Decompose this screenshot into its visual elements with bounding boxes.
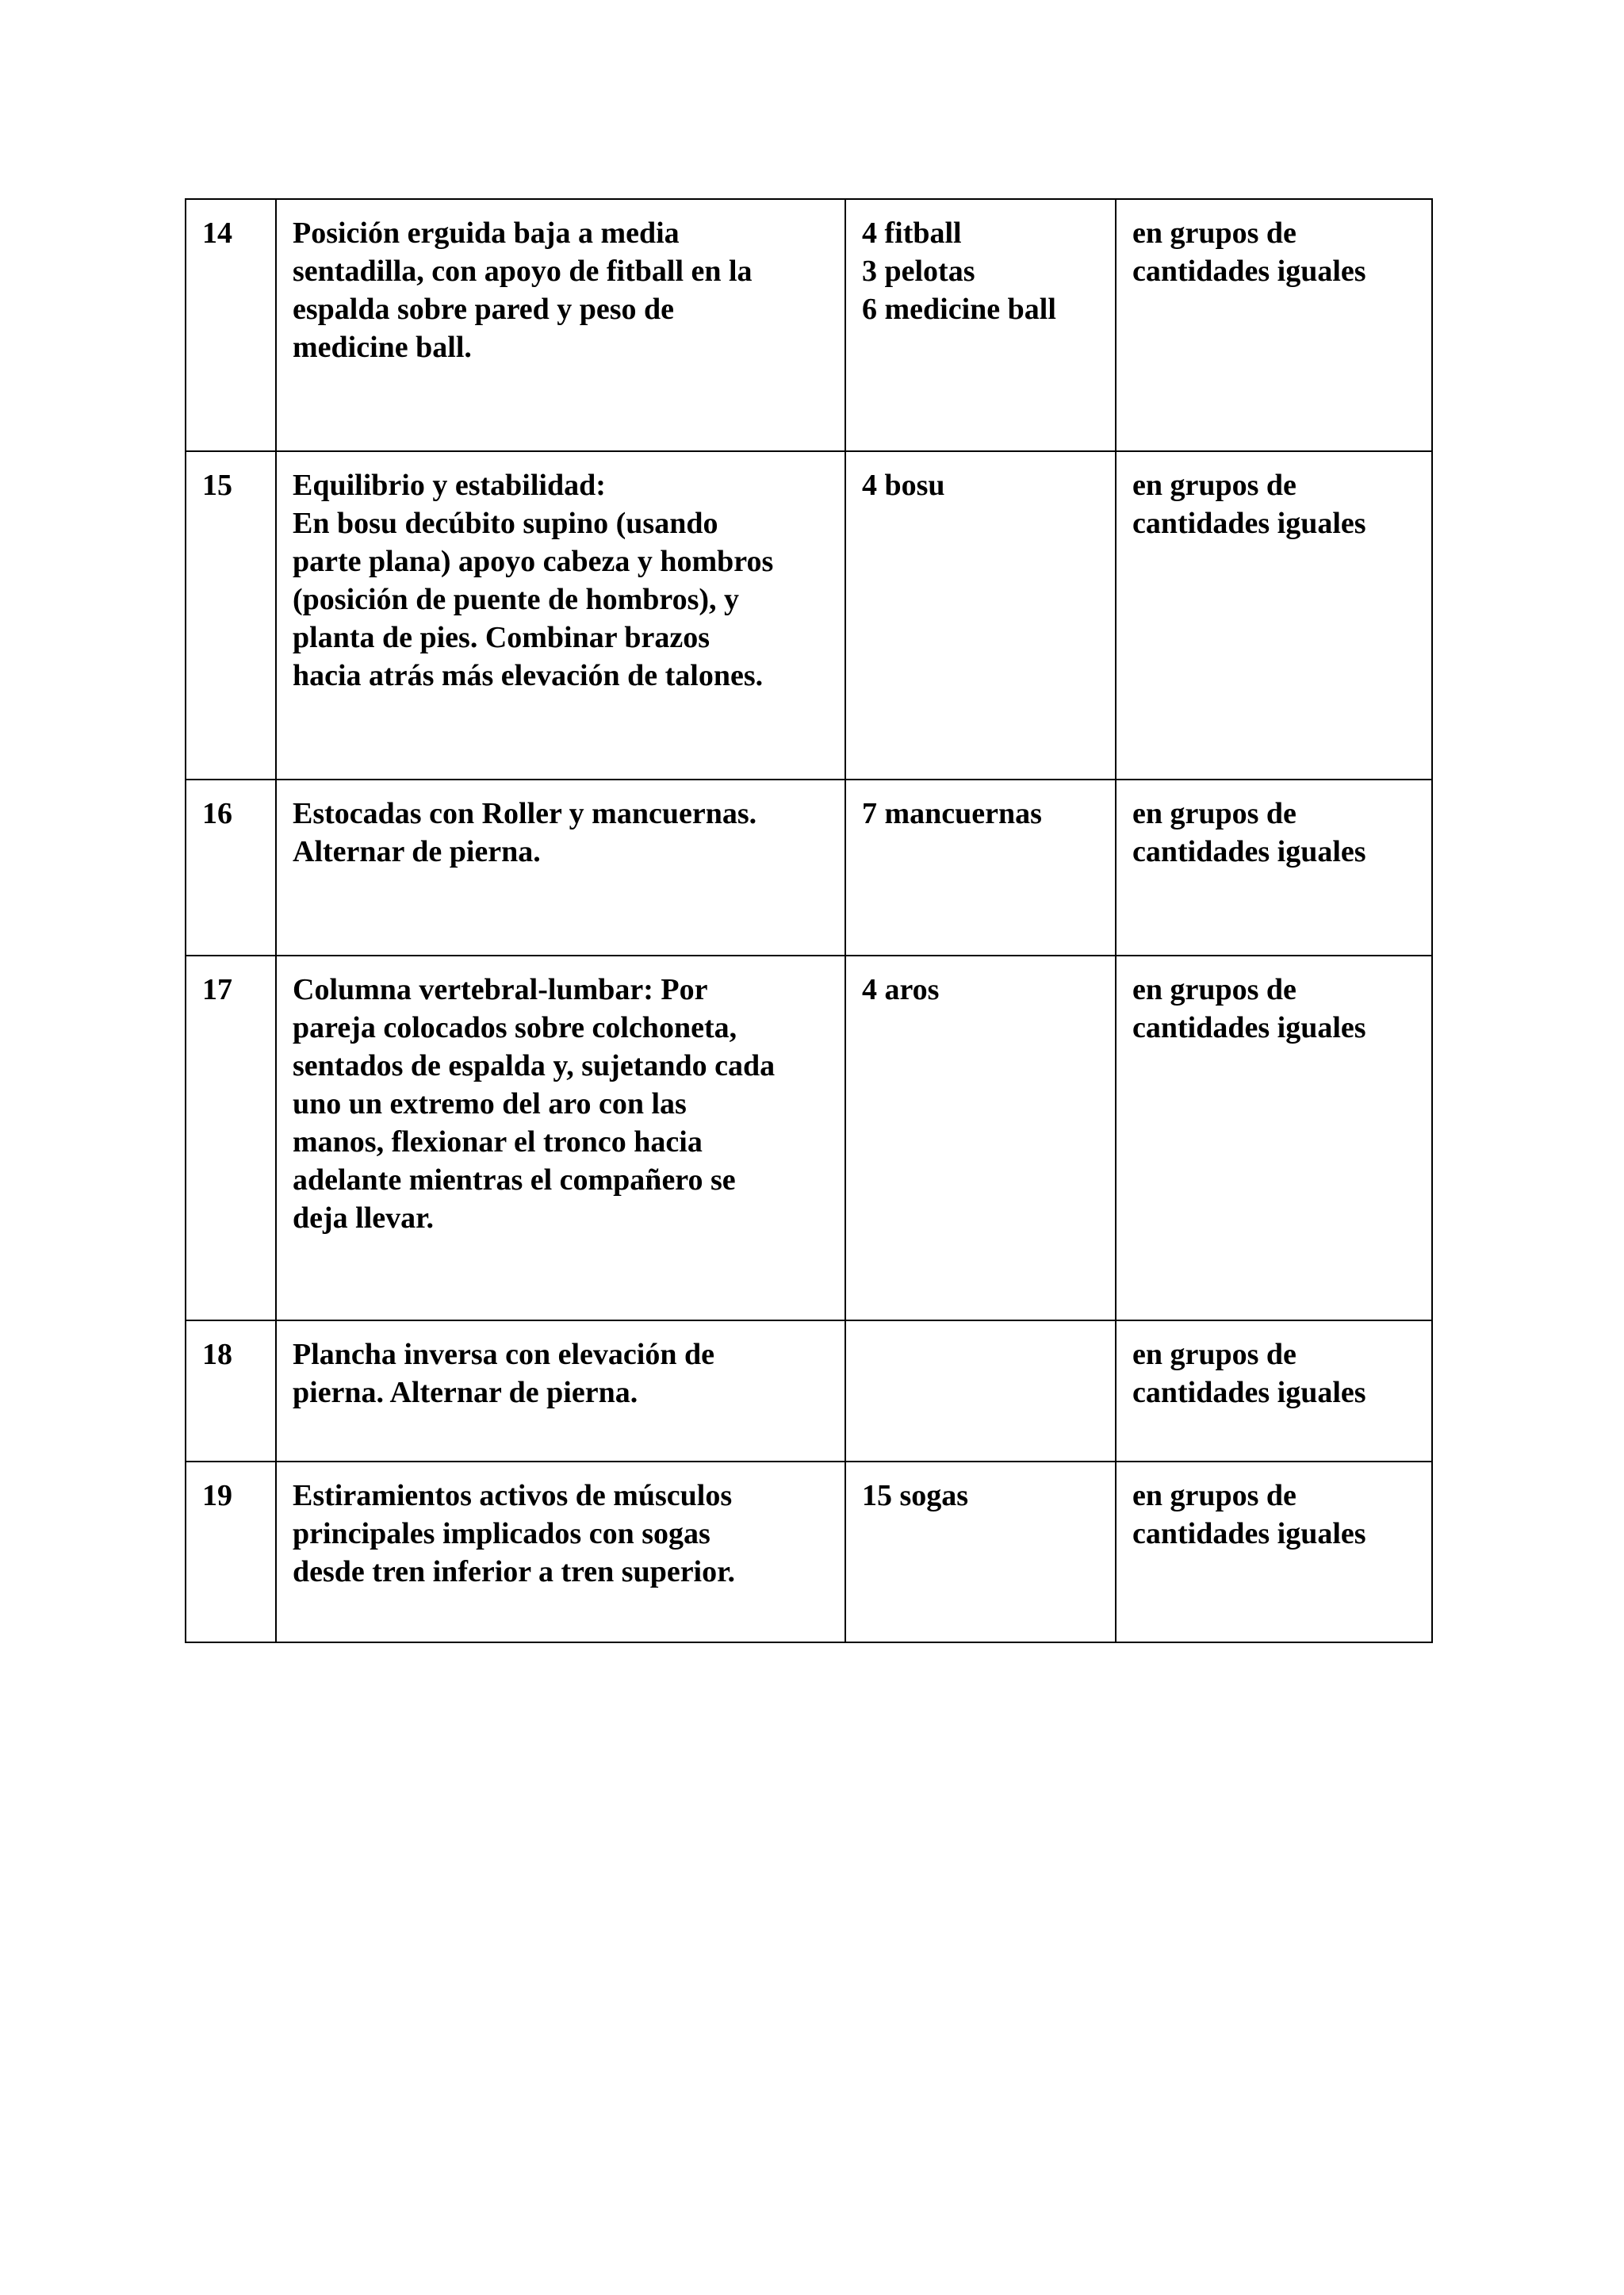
- exercise-description: [276, 956, 845, 1320]
- exercise-organization-text: en grupos de cantidades iguales: [1132, 1479, 1366, 1550]
- table-row: [186, 780, 1432, 956]
- exercise-number: [186, 1462, 276, 1642]
- exercise-organization: [1116, 1462, 1432, 1642]
- exercise-description-text: Equilibrio y estabilidad: En bosu decúbito supino (usando parte plana) apoyo cabeza y hombros (posición de puente de hombros), y planta de pies. Combinar brazos hacia atrás más elevación de talones.: [293, 469, 774, 692]
- exercise-number-text: 17: [202, 973, 232, 1006]
- exercise-material-text: 4 fitball 3 pelotas 6 medicine ball: [862, 216, 1056, 326]
- exercise-organization-text: en grupos de cantidades iguales: [1132, 469, 1366, 540]
- exercise-description: [276, 780, 845, 956]
- table-row: [186, 451, 1432, 780]
- exercise-material-text: 4 bosu: [862, 469, 945, 502]
- exercise-description-text: Plancha inversa con elevación de pierna. Alternar de pierna.: [293, 1338, 714, 1409]
- table-row: [186, 1462, 1432, 1642]
- exercise-description: [276, 1320, 845, 1462]
- exercise-material: [845, 199, 1116, 451]
- exercise-number-text: 19: [202, 1479, 232, 1512]
- exercise-material-text: 15 sogas: [862, 1479, 969, 1512]
- exercise-organization-text: en grupos de cantidades iguales: [1132, 216, 1366, 288]
- exercise-material: [845, 1462, 1116, 1642]
- table-row: [186, 1320, 1432, 1462]
- exercise-organization: [1116, 1320, 1432, 1462]
- exercise-number: [186, 1320, 276, 1462]
- exercise-organization-text: en grupos de cantidades iguales: [1132, 797, 1366, 868]
- exercise-description: [276, 1462, 845, 1642]
- exercise-number-text: 18: [202, 1338, 232, 1371]
- exercise-material: [845, 956, 1116, 1320]
- exercise-organization: [1116, 956, 1432, 1320]
- exercise-number-text: 16: [202, 797, 232, 830]
- exercise-material-text: 7 mancuernas: [862, 797, 1042, 830]
- exercise-organization: [1116, 451, 1432, 780]
- exercise-number: [186, 199, 276, 451]
- exercise-material: [845, 1320, 1116, 1462]
- exercise-organization-text: en grupos de cantidades iguales: [1132, 973, 1366, 1044]
- exercise-description: [276, 199, 845, 451]
- exercise-number-text: 14: [202, 216, 232, 250]
- exercise-organization: [1116, 780, 1432, 956]
- exercise-material: [845, 780, 1116, 956]
- exercise-organization: [1116, 199, 1432, 451]
- exercise-material: [845, 451, 1116, 780]
- exercise-number: [186, 451, 276, 780]
- exercise-number-text: 15: [202, 469, 232, 502]
- exercise-description: [276, 451, 845, 780]
- exercise-organization-text: en grupos de cantidades iguales: [1132, 1338, 1366, 1409]
- exercise-description-text: Posición erguida baja a media sentadilla, con apoyo de fitball en la espalda sobre pared y peso de medicine ball.: [293, 216, 753, 364]
- exercise-description-text: Columna vertebral-lumbar: Por pareja colocados sobre colchoneta, sentados de espalda y, sujetando cada uno un extremo del aro con las manos, flexionar el tronco hacia adelante mientras el compañero se deja llevar.: [293, 973, 776, 1235]
- table-row: [186, 199, 1432, 451]
- exercise-number: [186, 956, 276, 1320]
- exercise-description-text: Estocadas con Roller y mancuernas. Alternar de pierna.: [293, 797, 757, 868]
- exercise-table: [185, 198, 1433, 1643]
- table-row: [186, 956, 1432, 1320]
- exercise-description-text: Estiramientos activos de músculos principales implicados con sogas desde tren inferior a tren superior.: [293, 1479, 735, 1588]
- exercise-number: [186, 780, 276, 956]
- exercise-material-text: 4 aros: [862, 973, 940, 1006]
